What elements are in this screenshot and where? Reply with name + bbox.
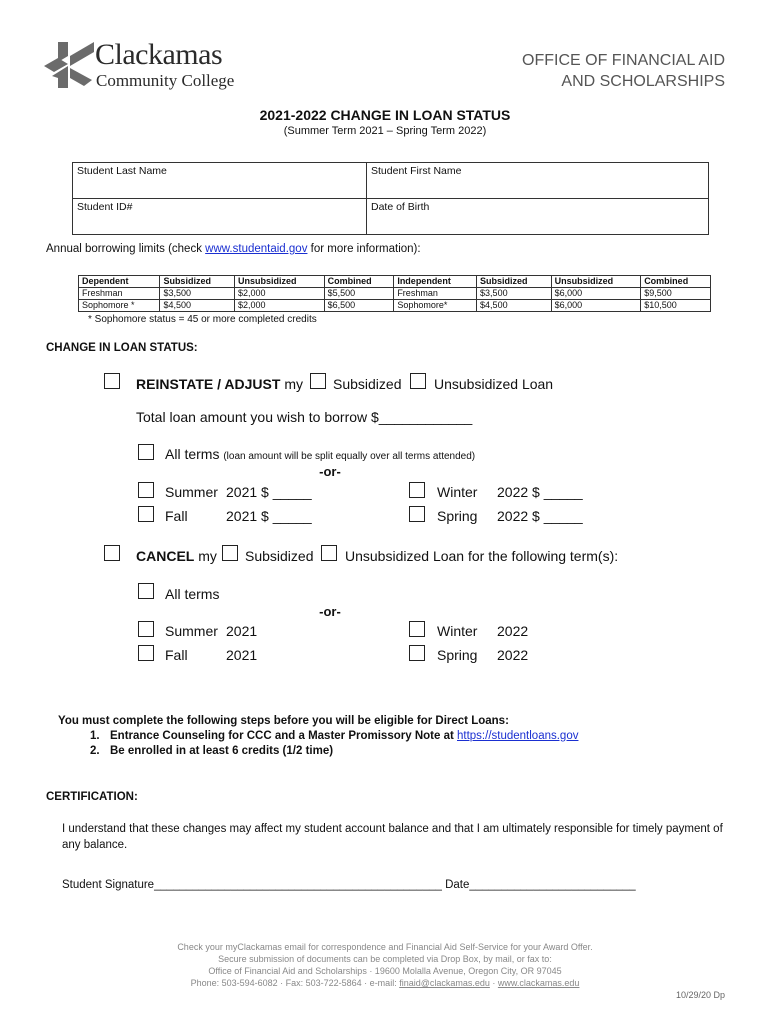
limits-header-cell: Unsubsidized bbox=[234, 276, 324, 288]
reinstate-summer-label: Summer bbox=[165, 484, 218, 500]
reinstate-spring-amount[interactable]: 2022 $ _____ bbox=[497, 508, 583, 524]
reinstate-summer-checkbox[interactable] bbox=[138, 482, 154, 498]
step-1-number: 1. bbox=[90, 730, 100, 742]
reinstate-spring-checkbox[interactable] bbox=[409, 506, 425, 522]
limits-intro bbox=[46, 243, 421, 255]
limits-cell: $6,000 bbox=[551, 300, 641, 312]
reinstate-winter-amount[interactable]: 2022 $ _____ bbox=[497, 484, 583, 500]
reinstate-unsubsidized-label: Unsubsidized Loan bbox=[434, 376, 554, 392]
certification-heading: CERTIFICATION: bbox=[46, 791, 138, 803]
footer-line-2: Secure submission of documents can be completed via Drop Box, by mail, or fax to: bbox=[218, 954, 552, 964]
reinstate-subsidized-checkbox[interactable] bbox=[310, 373, 326, 389]
footer-separator: · bbox=[489, 978, 498, 988]
cancel-unsubsidized-label: Unsubsidized Loan for the following term(s): bbox=[345, 548, 619, 564]
limits-header-cell: Dependent bbox=[79, 276, 160, 288]
date-of-birth-label: Date of Birth bbox=[371, 201, 430, 213]
cancel-spring-checkbox[interactable] bbox=[409, 645, 425, 661]
office-line-1: OFFICE OF FINANCIAL AID bbox=[522, 52, 725, 69]
cancel-all-terms-label: All terms bbox=[165, 586, 220, 602]
limits-cell: Freshman bbox=[79, 288, 160, 300]
reinstate-fall-checkbox[interactable] bbox=[138, 506, 154, 522]
cancel-unsubsidized-checkbox[interactable] bbox=[321, 545, 337, 561]
limits-cell: Sophomore* bbox=[394, 300, 477, 312]
website-link[interactable]: www.clackamas.edu bbox=[497, 978, 580, 988]
student-last-name-label: Student Last Name bbox=[77, 165, 167, 177]
office-heading bbox=[522, 50, 725, 92]
limits-cell: Freshman bbox=[394, 288, 477, 300]
total-loan-amount[interactable]: Total loan amount you wish to borrow $____________ bbox=[136, 409, 473, 425]
limits-cell: $4,500 bbox=[477, 300, 552, 312]
cancel-subsidized-label: Subsidized bbox=[245, 548, 314, 564]
certification-text: I understand that these changes may affect my student account balance and that I am ultimately responsible for timely payment of any balance. bbox=[62, 823, 723, 851]
limits-header-cell: Combined bbox=[324, 276, 394, 288]
limits-header-cell: Combined bbox=[641, 276, 711, 288]
limits-cell: $3,500 bbox=[160, 288, 235, 300]
cancel-winter-year: 2022 bbox=[497, 623, 529, 639]
limits-intro-after: for more information): bbox=[307, 243, 421, 255]
reinstate-line bbox=[136, 376, 303, 392]
limits-cell: $4,500 bbox=[160, 300, 235, 312]
all-terms-note: (loan amount will be split equally over all terms attended) bbox=[223, 451, 476, 462]
cancel-checkbox[interactable] bbox=[104, 545, 120, 561]
limits-row bbox=[79, 288, 711, 300]
limits-header-cell: Unsubsidized bbox=[551, 276, 641, 288]
cancel-summer-label: Summer bbox=[165, 623, 218, 639]
cancel-all-terms-checkbox[interactable] bbox=[138, 583, 154, 599]
reinstate-all-terms-label: All terms bbox=[165, 446, 220, 462]
requirements bbox=[58, 714, 578, 759]
limits-header-cell: Subsidized bbox=[160, 276, 235, 288]
reinstate-all-terms-line bbox=[165, 446, 475, 462]
reinstate-fall-label: Fall bbox=[165, 508, 188, 524]
cancel-spring-year: 2022 bbox=[497, 647, 529, 663]
date-of-birth-field[interactable] bbox=[367, 199, 709, 235]
limits-cell: $6,000 bbox=[551, 288, 641, 300]
form-title: 2021-2022 CHANGE IN LOAN STATUS bbox=[259, 107, 511, 123]
step-2-text: Be enrolled in at least 6 credits (1/2 time) bbox=[110, 745, 334, 757]
email-link[interactable]: finaid@clackamas.edu bbox=[399, 978, 490, 988]
limits-cell: $6,500 bbox=[324, 300, 394, 312]
footer-line-1: Check your myClackamas email for correspondence and Financial Aid Self-Service for your Award Offer. bbox=[177, 942, 593, 952]
cancel-my: my bbox=[198, 548, 217, 564]
limits-cell: $10,500 bbox=[641, 300, 711, 312]
cancel-winter-label: Winter bbox=[437, 623, 478, 639]
step-1-text: Entrance Counseling for CCC and a Master Promissory Note at bbox=[110, 730, 457, 742]
footer bbox=[0, 941, 770, 989]
reinstate-all-terms-checkbox[interactable] bbox=[138, 444, 154, 460]
reinstate-winter-checkbox[interactable] bbox=[409, 482, 425, 498]
limits-header-cell: Independent bbox=[394, 276, 477, 288]
limits-row bbox=[79, 300, 711, 312]
student-id-label: Student ID# bbox=[77, 201, 133, 213]
student-id-field[interactable] bbox=[73, 199, 367, 235]
cancel-fall-checkbox[interactable] bbox=[138, 645, 154, 661]
cancel-winter-checkbox[interactable] bbox=[409, 621, 425, 637]
reinstate-winter-label: Winter bbox=[437, 484, 478, 500]
cancel-line bbox=[136, 548, 217, 564]
change-heading: CHANGE IN LOAN STATUS: bbox=[46, 342, 198, 354]
reinstate-or: -or- bbox=[319, 464, 341, 479]
reinstate-summer-amount[interactable]: 2021 $ _____ bbox=[226, 484, 312, 500]
reinstate-label: REINSTATE / ADJUST bbox=[136, 376, 281, 392]
cancel-or: -or- bbox=[319, 604, 341, 619]
reinstate-my: my bbox=[284, 376, 303, 392]
cancel-spring-label: Spring bbox=[437, 647, 478, 663]
student-first-name-field[interactable] bbox=[367, 163, 709, 199]
cancel-fall-year: 2021 bbox=[226, 647, 258, 663]
reinstate-unsubsidized-checkbox[interactable] bbox=[410, 373, 426, 389]
step-2-number: 2. bbox=[90, 745, 100, 757]
limits-intro-before: Annual borrowing limits (check bbox=[46, 243, 206, 255]
limits-cell: $2,000 bbox=[234, 288, 324, 300]
college-logo-icon bbox=[44, 42, 96, 88]
cancel-fall-label: Fall bbox=[165, 647, 188, 663]
limits-cell: Sophomore * bbox=[79, 300, 160, 312]
limits-cell: $9,500 bbox=[641, 288, 711, 300]
limits-cell: $5,500 bbox=[324, 288, 394, 300]
sophomore-footnote: * Sophomore status = 45 or more completed credits bbox=[88, 314, 317, 325]
college-subname: Community College bbox=[96, 71, 235, 90]
signature-line[interactable]: Student Signature_____________________________________________ Date__________________________ bbox=[62, 879, 636, 891]
limits-cell: $3,500 bbox=[477, 288, 552, 300]
requirement-step-1 bbox=[58, 729, 578, 744]
revision-date: 10/29/20 Dp bbox=[675, 990, 725, 1000]
student-last-name-field[interactable] bbox=[73, 163, 367, 199]
footer-contact: Phone: 503-594-6082 · Fax: 503-722-5864 · e-mail: bbox=[190, 978, 400, 988]
cancel-label: CANCEL bbox=[136, 548, 195, 564]
requirements-intro: You must complete the following steps before you will be eligible for Direct Loans: bbox=[58, 715, 509, 727]
borrowing-limits-table bbox=[78, 275, 711, 312]
cancel-summer-year: 2021 bbox=[226, 623, 258, 639]
reinstate-spring-label: Spring bbox=[437, 508, 478, 524]
student-info-table bbox=[72, 162, 709, 235]
limits-header-cell: Subsidized bbox=[477, 276, 552, 288]
reinstate-subsidized-label: Subsidized bbox=[333, 376, 402, 392]
cancel-summer-checkbox[interactable] bbox=[138, 621, 154, 637]
footer-line-4 bbox=[0, 977, 770, 989]
office-line-2: AND SCHOLARSHIPS bbox=[561, 73, 725, 90]
reinstate-checkbox[interactable] bbox=[104, 373, 120, 389]
reinstate-fall-amount[interactable]: 2021 $ _____ bbox=[226, 508, 312, 524]
college-name: Clackamas bbox=[95, 38, 223, 71]
studentaid-link[interactable]: www.studentaid.gov bbox=[205, 243, 308, 255]
requirement-step-2 bbox=[58, 744, 578, 759]
studentloans-link[interactable]: https://studentloans.gov bbox=[457, 730, 579, 742]
footer-line-3: Office of Financial Aid and Scholarships · 19600 Molalla Avenue, Oregon City, OR 97045 bbox=[208, 966, 562, 976]
student-first-name-label: Student First Name bbox=[371, 165, 462, 177]
form-subtitle: (Summer Term 2021 – Spring Term 2022) bbox=[283, 125, 487, 137]
limits-cell: $2,000 bbox=[234, 300, 324, 312]
cancel-subsidized-checkbox[interactable] bbox=[222, 545, 238, 561]
